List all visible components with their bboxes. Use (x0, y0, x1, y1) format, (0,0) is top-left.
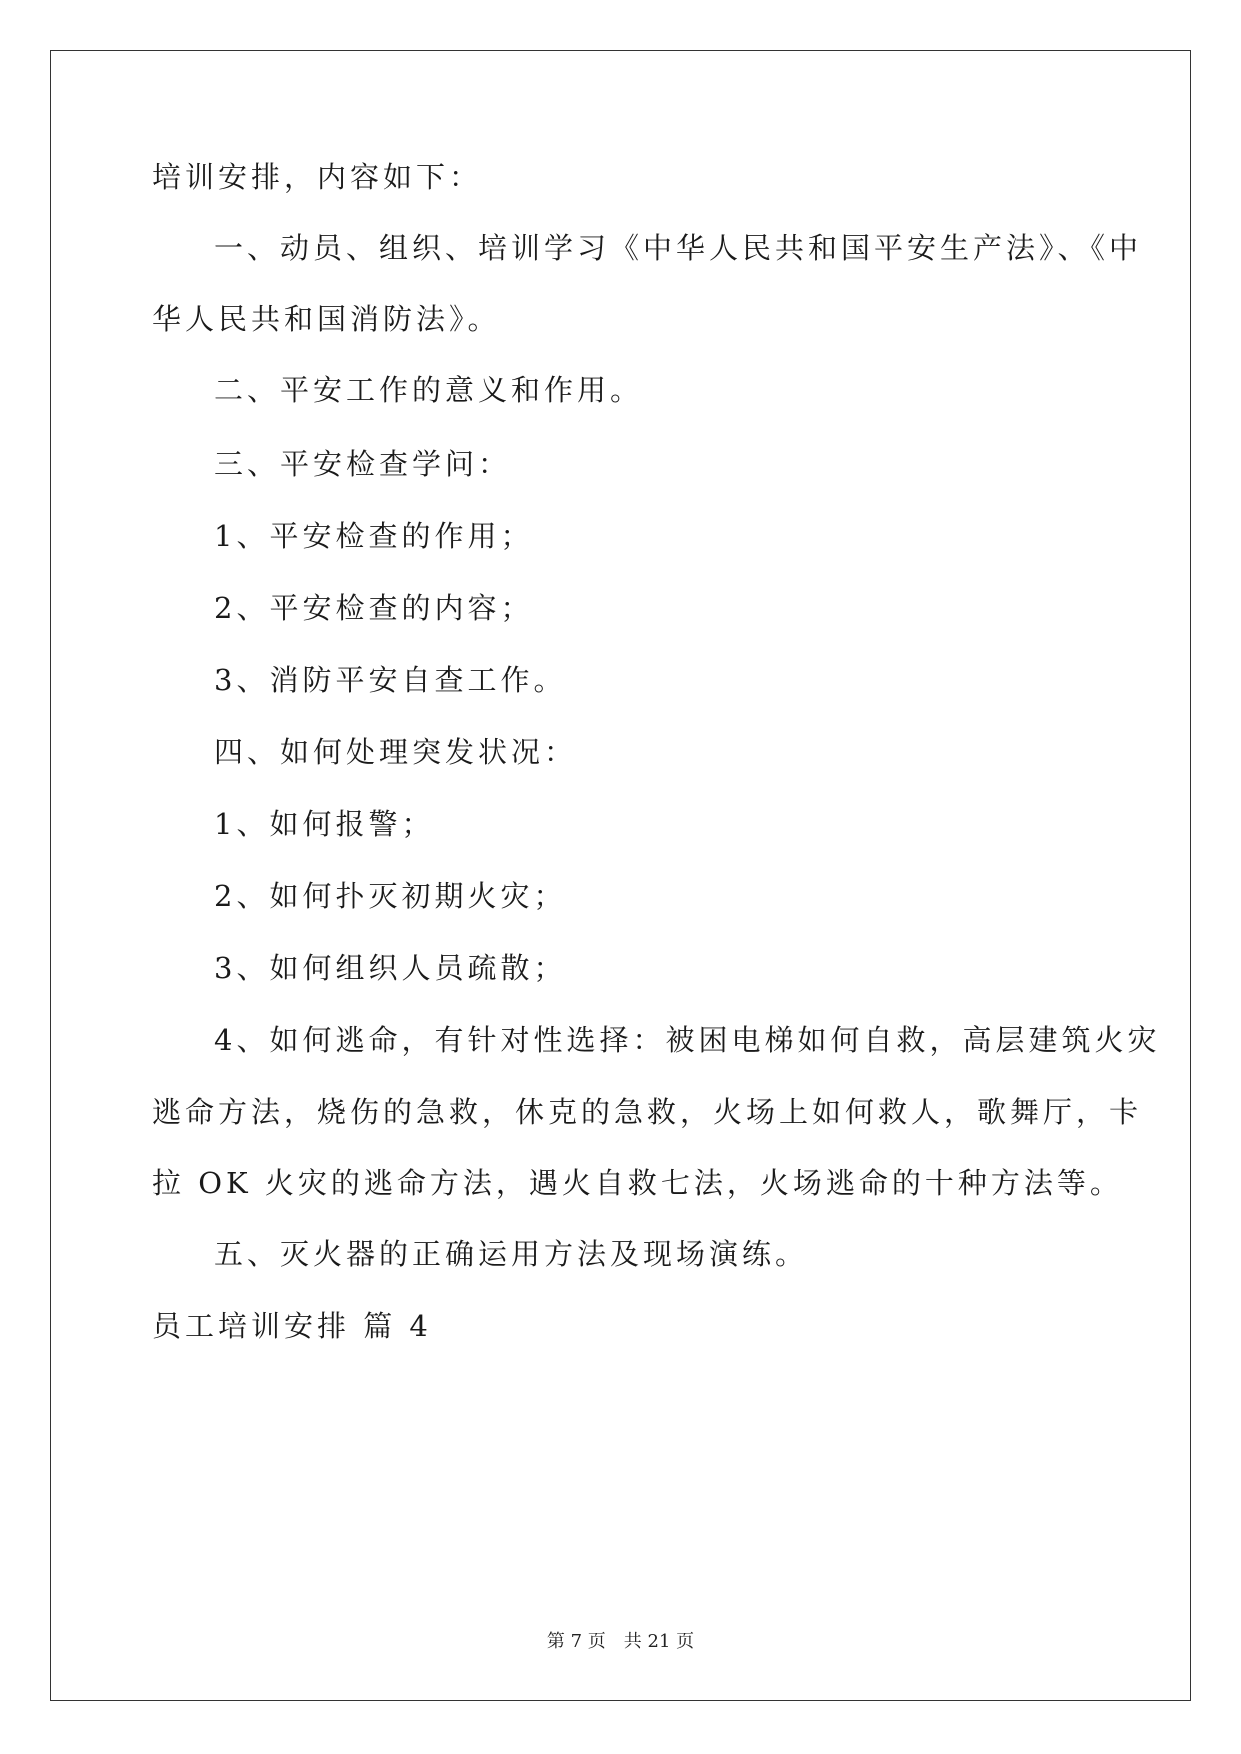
page-total: 共 21 页 (623, 1631, 695, 1652)
paragraph-line: 五、灭火器的正确运用方法及现场演练。 (214, 1237, 809, 1271)
paragraph-line: 4、如何逃命，有针对性选择：被困电梯如何自救，高层建筑火灾 (214, 1023, 1161, 1057)
page-footer (0, 1630, 1241, 1654)
paragraph-line: 四、如何处理突发状况： (214, 735, 578, 769)
paragraph-line: 3、如何组织人员疏散； (214, 951, 567, 985)
paragraph-line: 华人民共和国消防法》。 (152, 302, 501, 336)
paragraph-line: 三、平安检查学问： (214, 447, 512, 481)
paragraph-line: 一、动员、组织、培训学习《中华人民共和国平安生产法》、《中 (214, 231, 1143, 265)
paragraph-line: 3、消防平安自查工作。 (214, 663, 567, 697)
paragraph-line: 培训安排，内容如下： (152, 160, 483, 194)
paragraph-line: 2、平安检查的内容； (214, 591, 534, 625)
paragraph-line: 1、平安检查的作用； (214, 519, 534, 553)
page-number: 第 7 页 (546, 1631, 606, 1652)
paragraph-line: 拉 OK 火灾的逃命方法，遇火自救七法，火场逃命的十种方法等。 (152, 1166, 1123, 1200)
paragraph-line: 逃命方法，烧伤的急救，休克的急救，火场上如何救人，歌舞厅，卡 (152, 1095, 1143, 1129)
section-heading: 员工培训安排 篇 4 (152, 1309, 432, 1343)
paragraph-line: 2、如何扑灭初期火灾； (214, 879, 567, 913)
paragraph-line: 1、如何报警； (214, 807, 435, 841)
paragraph-line: 二、平安工作的意义和作用。 (214, 373, 644, 407)
